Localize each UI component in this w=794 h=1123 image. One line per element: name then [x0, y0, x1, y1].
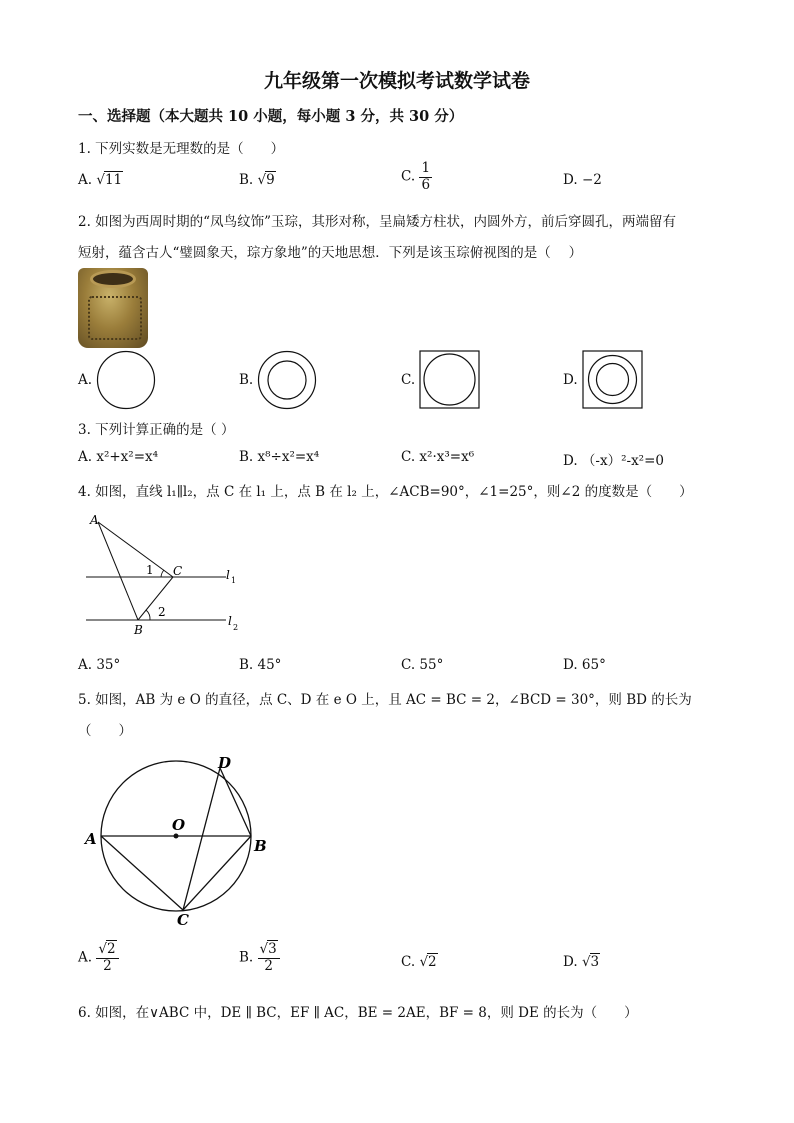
q4-option-c: C. 55° — [401, 657, 444, 673]
denominator: 2 — [103, 957, 112, 974]
q4-option-d: D. 65° — [563, 657, 606, 673]
fraction — [419, 161, 432, 193]
option-label: A. — [78, 172, 93, 188]
label-o: O — [172, 816, 186, 834]
outer-square — [583, 351, 642, 408]
option-label: C. — [401, 954, 416, 970]
angle-1-arc — [161, 570, 164, 577]
label-a: A — [90, 513, 99, 527]
option-label: C. — [401, 168, 416, 185]
label-angle-2: 2 — [158, 605, 166, 619]
q2-option-b-figure — [257, 350, 319, 412]
option-label: B. — [239, 172, 254, 188]
radicand: 2 — [428, 954, 437, 970]
q4-figure — [78, 510, 258, 640]
inner-circle — [597, 364, 629, 396]
q1-option-d — [563, 172, 602, 188]
page-title: 九年级第一次模拟考试数学试卷 — [263, 70, 530, 92]
q2-option-d-label: D. — [563, 372, 578, 388]
angle-2-arc — [146, 610, 150, 620]
denominator: 2 — [264, 957, 273, 974]
numerator: √2 — [96, 942, 118, 959]
outer-square — [420, 351, 479, 408]
radicand: 9 — [266, 172, 275, 188]
segment-ac — [101, 836, 183, 910]
numerator: 1 — [421, 160, 431, 176]
sqrt-expression: √9 — [257, 172, 275, 188]
q2-option-b-label: B. — [239, 372, 254, 388]
denominator: 6 — [421, 176, 431, 193]
q4-option-a: A. 35° — [78, 657, 121, 673]
q2-option-c-figure — [419, 350, 481, 410]
center-point — [174, 834, 179, 839]
q5-option-d — [563, 954, 600, 970]
question-2-stem-line2: 短射，蕴含古人“璧圆象天，琮方象地”的天地思想．下列是该玉琮俯视图的是（ ） — [78, 245, 583, 261]
q2-option-d-figure — [582, 350, 644, 410]
outer-circle — [98, 352, 155, 409]
label-l2-subscript: 2 — [233, 623, 239, 632]
q3-option-d: D. （-x）²-x²=0 — [563, 453, 664, 469]
q5-option-a — [78, 942, 119, 974]
q2-option-c-label: C. — [401, 372, 416, 388]
q1-option-b — [239, 172, 276, 188]
question-4-stem: 4. 如图，直线 l₁∥l₂，点 C 在 l₁ 上，点 B 在 l₂ 上，∠ACB=90°，∠1=25°，则∠2 的度数是（ ） — [78, 484, 693, 500]
outer-circle — [259, 352, 316, 409]
sqrt-expression: √3 — [581, 954, 600, 970]
q2-option-a-label: A. — [78, 372, 93, 388]
jade-cong-photo — [78, 268, 148, 348]
label-b: B — [134, 623, 143, 637]
q1-option-c — [401, 161, 432, 193]
section-heading: 一、选择题（本大题共 10 小题，每小题 3 分，共 30 分） — [78, 108, 464, 125]
option-value: −2 — [581, 172, 602, 188]
option-label: D. — [563, 954, 578, 970]
radicand: 3 — [590, 954, 600, 970]
sqrt-expression: √2 — [419, 954, 437, 970]
numerator: √3 — [258, 942, 280, 959]
label-l1: l — [226, 568, 230, 582]
segment-db — [220, 768, 251, 836]
label-d: D — [218, 754, 232, 772]
radicand: 3 — [268, 941, 277, 957]
question-6-stem: 6. 如图，在∨ABC 中，DE ∥ BC，EF ∥ AC，BE = 2AE，BF = 8，则 DE 的长为（ ） — [78, 1005, 638, 1021]
q3-option-b: B. x⁸÷x²=x⁴ — [239, 449, 320, 465]
q5-option-c — [401, 954, 438, 970]
segment-cb — [138, 577, 173, 620]
q5-figure — [78, 750, 278, 930]
q3-option-a: A. x²+x²=x⁴ — [78, 449, 159, 465]
q1-option-a — [78, 172, 123, 188]
label-b: B — [254, 837, 267, 855]
question-1-stem: 1. 下列实数是无理数的是（ ） — [78, 141, 285, 157]
option-label: B. — [239, 949, 254, 966]
label-l2: l — [228, 614, 232, 628]
fraction — [96, 942, 118, 974]
question-2-stem-line1: 2. 如图为西周时期的“凤鸟纹饰”玉琮，其形对称，呈扁矮方柱状，内圆外方，前后穿圆孔，两端留有 — [78, 214, 676, 230]
radicand: 11 — [104, 172, 123, 188]
fraction — [258, 942, 280, 974]
photo-pattern — [88, 296, 142, 340]
sqrt-expression: √11 — [96, 172, 123, 188]
question-5-stem-line1: 5. 如图，AB 为 e O 的直径，点 C、D 在 e O 上，且 AC = BC = 2，∠BCD = 30°，则 BD 的长为 — [78, 692, 692, 708]
option-label: D. — [563, 172, 578, 188]
question-3-stem: 3. 下列计算正确的是（ ） — [78, 422, 235, 438]
q2-option-a-figure — [96, 350, 158, 412]
q3-option-c: C. x²·x³=x⁶ — [401, 449, 475, 465]
radicand: 2 — [106, 941, 116, 957]
label-angle-1: 1 — [146, 563, 154, 577]
label-l1-subscript: 1 — [231, 576, 237, 585]
q5-option-b — [239, 942, 280, 974]
q4-option-b: B. 45° — [239, 657, 282, 673]
question-5-stem-line2: （ ） — [78, 723, 132, 739]
label-c: C — [173, 564, 183, 578]
label-a: A — [85, 830, 97, 848]
middle-circle — [589, 356, 637, 404]
photo-hole — [90, 270, 136, 288]
inner-circle — [424, 354, 475, 405]
option-label: A. — [78, 949, 93, 966]
inner-circle — [268, 361, 306, 399]
segment-dc — [183, 768, 220, 910]
label-c: C — [177, 911, 189, 929]
